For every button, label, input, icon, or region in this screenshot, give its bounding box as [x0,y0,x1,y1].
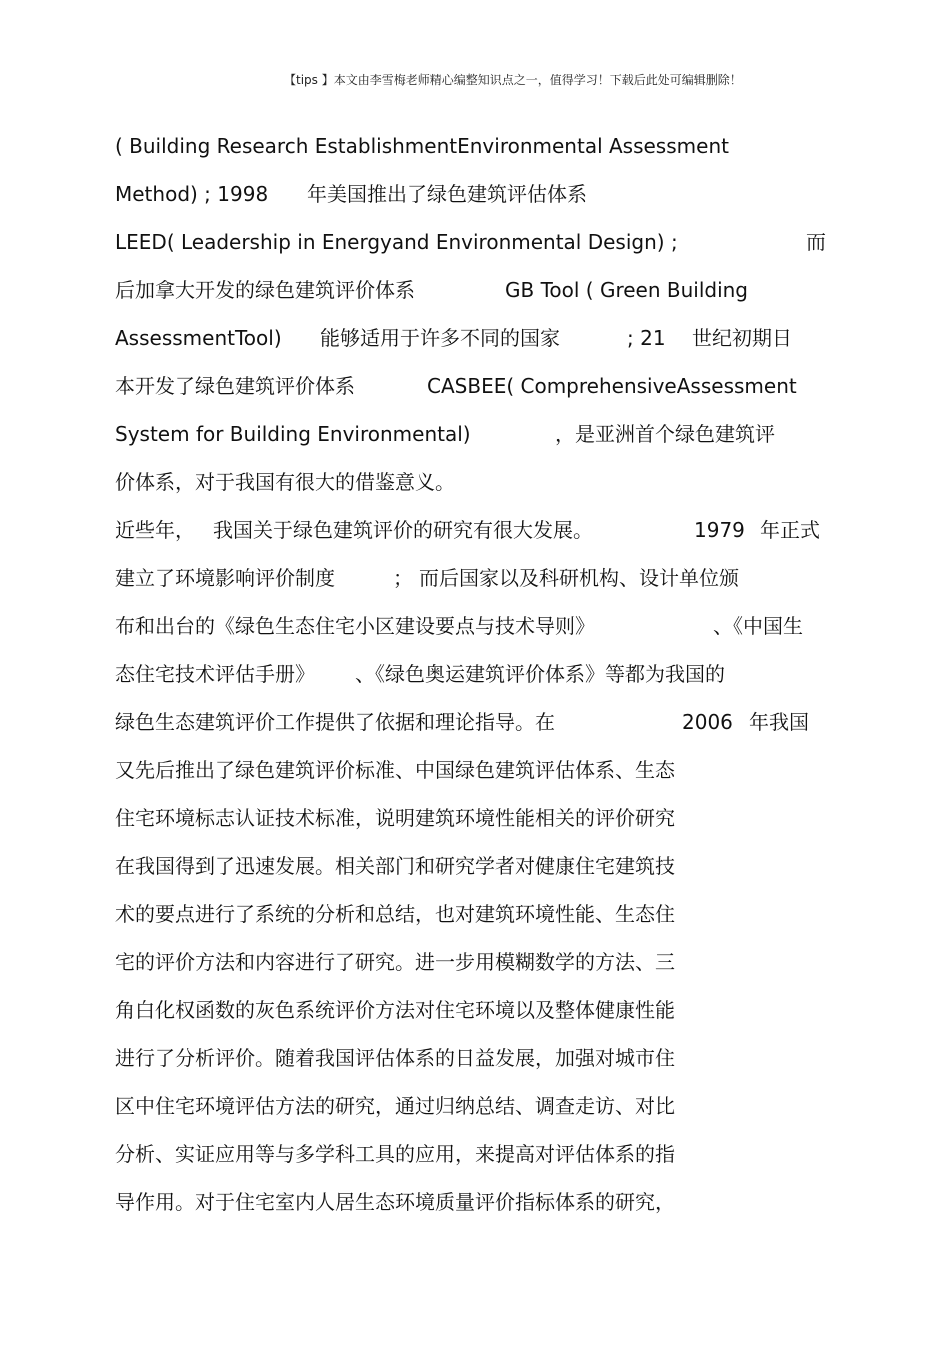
body-line-20-text: 进行了分析评价。随着我国评估体系的日益发展，加强对城市住 [115,1046,675,1070]
body-line-5-text-d: 世纪初期日 [692,326,792,350]
body-line-3-text-b: 而 [806,230,826,254]
body-line-12-text-b: 、《绿色奥运建筑评价体系》等都为我国的 [355,662,725,686]
body-line-11-text-a: 布和出台的《绿色生态住宅小区建设要点与技术导则》 [115,614,595,638]
body-line-4-text-a: 后加拿大开发的绿色建筑评价体系 [115,278,415,302]
body-line-2-text-b: 年美国推出了绿色建筑评估体系 [307,182,587,206]
body-line-16-text: 在我国得到了迅速发展。相关部门和研究学者对健康住宅建筑技 [115,854,675,878]
body-line-5-text-b: 能够适用于许多不同的国家 [320,326,560,350]
body-line-21-text: 区中住宅环境评估方法的研究，通过归纳总结、调查走访、对比 [115,1094,675,1118]
body-line-7-text-b: ，是亚洲首个绿色建筑评 [555,422,775,446]
body-line-12-text-a: 态住宅技术评估手册》 [115,662,315,686]
body-line-17-text: 术的要点进行了系统的分析和总结，也对建筑环境性能、生态住 [115,902,675,926]
body-line-10-text-c: 而后国家以及科研机构、设计单位颁 [419,566,739,590]
body-line-6-text-a: 本开发了绿色建筑评价体系 [115,374,355,398]
body-line-7-text-a: System for Building Environmental) [115,422,471,446]
body-line-2-text-a: Method) ; 1998 [115,182,269,206]
body-line-5-text-c: ; 21 [627,326,666,350]
body-line-9-text-c: 1979 [694,518,745,542]
body-line-6-text-b: CASBEE( ComprehensiveAssessment [427,374,797,398]
body-line-1-text: ( Building Research EstablishmentEnvironmental Assessment [115,134,729,158]
body-line-3-text-a: LEED( Leadership in Energyand Environmental Design) ; [115,230,678,254]
body-line-23-text: 导作用。对于住宅室内人居生态环境质量评价指标体系的研究， [115,1190,675,1214]
body-line-18-text: 宅的评价方法和内容进行了研究。进一步用模糊数学的方法、三 [115,950,675,974]
body-line-4-text-b: GB Tool ( Green Building [505,278,748,302]
body-line-13-text-b: 2006 [682,710,733,734]
body-line-11-text-b: 、《中国生 [713,614,803,638]
body-line-9-text-b: 我国关于绿色建筑评价的研究有很大发展。 [213,518,593,542]
body-line-19-text: 角白化权函数的灰色系统评价方法对住宅环境以及整体健康性能 [115,998,675,1022]
body-line-8-text: 价体系，对于我国有很大的借鉴意义。 [115,470,455,494]
body-line-22-text: 分析、实证应用等与多学科工具的应用，来提高对评估体系的指 [115,1142,675,1166]
body-line-13-text-c: 年我国 [749,710,809,734]
body-line-14-text: 又先后推出了绿色建筑评价标准、中国绿色建筑评估体系、生态 [115,758,675,782]
header-tips-note: 【tips 】本文由李雪梅老师精心编整知识点之一，值得学习！下载后此处可编辑删除！ [284,73,742,87]
body-line-10-text-b: ； [393,566,413,590]
body-line-9-text-a: 近些年， [115,518,195,542]
body-line-10-text-a: 建立了环境影响评价制度 [115,566,335,590]
body-line-15-text: 住宅环境标志认证技术标准，说明建筑环境性能相关的评价研究 [115,806,675,830]
body-line-5-text-a: AssessmentTool) [115,326,282,350]
body-line-13-text-a: 绿色生态建筑评价工作提供了依据和理论指导。在 [115,710,555,734]
body-line-9-text-d: 年正式 [760,518,820,542]
